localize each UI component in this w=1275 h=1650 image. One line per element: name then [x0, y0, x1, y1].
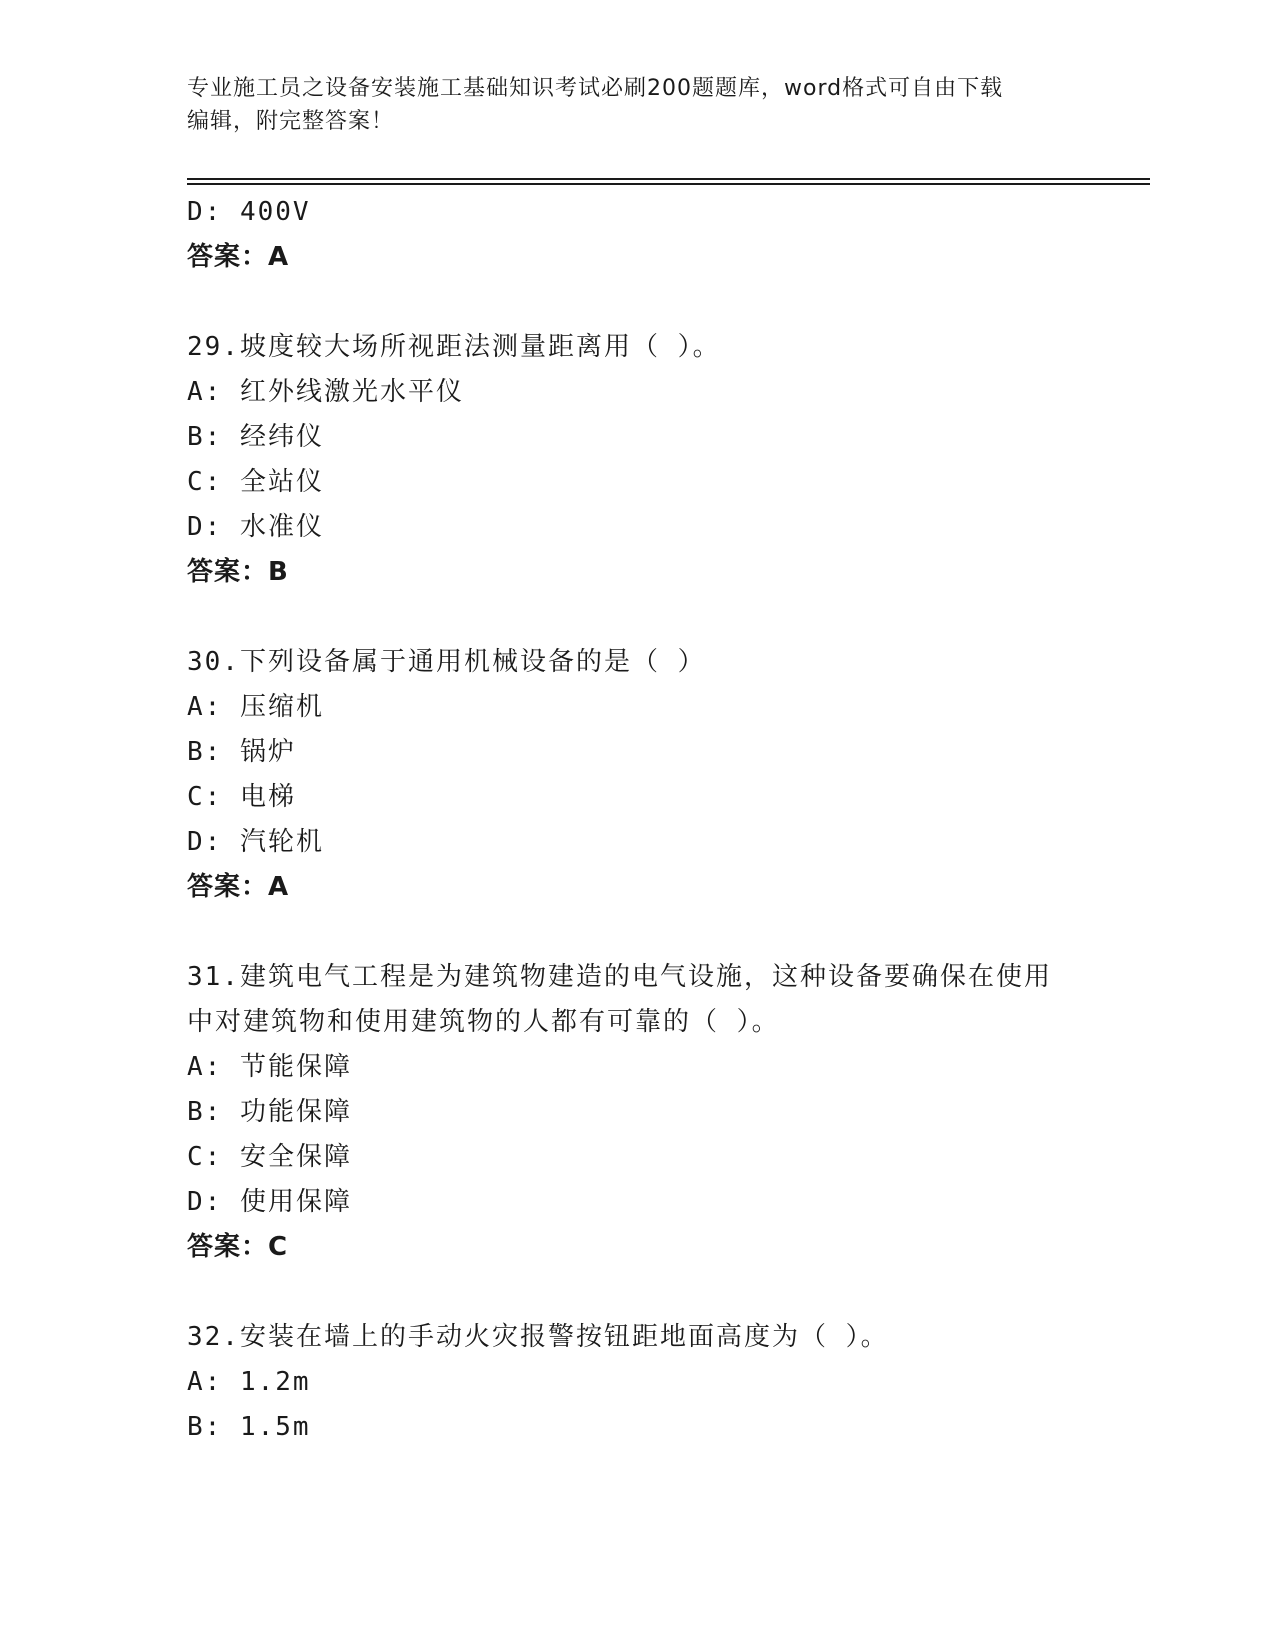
document-header	[187, 72, 1087, 138]
header-divider-top	[187, 178, 1150, 180]
question-29	[187, 325, 1087, 595]
option-d: D: 使用保障	[187, 1187, 352, 1217]
option-d: D: 400V	[187, 197, 311, 227]
option-c: C: 安全保障	[187, 1142, 352, 1172]
option-b: B: 经纬仪	[187, 422, 324, 452]
option-a: A: 1.2m	[187, 1367, 311, 1397]
option-c: C: 电梯	[187, 782, 296, 812]
question-text-line2: 中对建筑物和使用建筑物的人都有可靠的（ ）。	[187, 1007, 780, 1037]
header-title-line1: 专业施工员之设备安装施工基础知识考试必刷200题题库，word格式可自由下载	[187, 76, 1004, 101]
question-28-tail	[187, 190, 1087, 280]
document-body	[187, 190, 1087, 1450]
option-b: B: 锅炉	[187, 737, 296, 767]
option-c: C: 全站仪	[187, 467, 324, 497]
question-30	[187, 640, 1087, 910]
question-text: 29.坡度较大场所视距法测量距离用（ ）。	[187, 332, 721, 362]
question-text: 30.下列设备属于通用机械设备的是（ ）	[187, 647, 706, 677]
header-title-line2: 编辑，附完整答案！	[187, 109, 395, 134]
spacer	[187, 910, 1087, 955]
question-text-line1: 31.建筑电气工程是为建筑物建造的电气设施，这种设备要确保在使用	[187, 962, 1052, 992]
option-d: D: 汽轮机	[187, 827, 324, 857]
option-a: A: 节能保障	[187, 1052, 352, 1082]
answer: 答案：C	[187, 1232, 289, 1262]
answer: 答案：B	[187, 557, 289, 587]
option-b: B: 功能保障	[187, 1097, 352, 1127]
question-text: 32.安装在墙上的手动火灾报警按钮距地面高度为（ ）。	[187, 1322, 889, 1352]
answer: 答案：A	[187, 872, 290, 902]
question-32	[187, 1315, 1087, 1450]
spacer	[187, 1270, 1087, 1315]
header-divider-bottom	[187, 183, 1150, 185]
spacer	[187, 595, 1087, 640]
option-b: B: 1.5m	[187, 1412, 311, 1442]
option-d: D: 水准仪	[187, 512, 324, 542]
option-a: A: 压缩机	[187, 692, 324, 722]
question-31	[187, 955, 1087, 1270]
answer: 答案：A	[187, 242, 290, 272]
spacer	[187, 280, 1087, 325]
option-a: A: 红外线激光水平仪	[187, 377, 464, 407]
